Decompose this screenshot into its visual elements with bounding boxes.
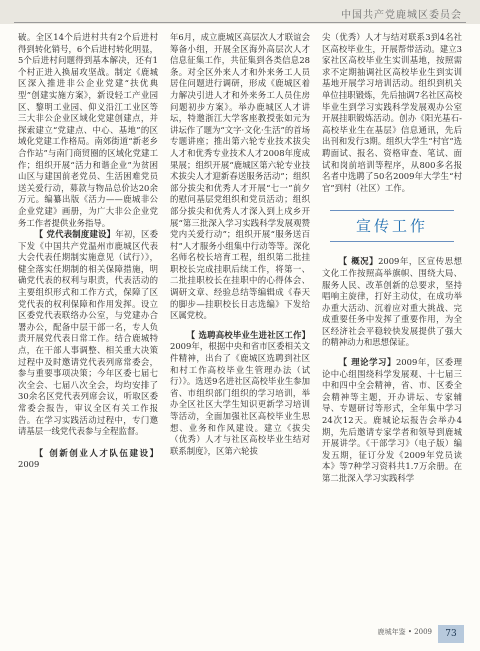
page-number: 73 (438, 625, 464, 643)
section-lead: 【 概况】 (338, 256, 379, 267)
section-title: 宣传工作 (355, 216, 428, 235)
column-3 (322, 32, 462, 485)
paragraph: 尖（优秀）人才与结对联系3到4名社区高校毕业生，开展帮带活动。建立3家社区高校毕业生实训基地，按照需求不定期抽调社区高校毕业生到实训基地开展学习培训活动。组织到机关单位挂职锻炼，先后抽调7名社区高校毕业生到学习实践科学发展观办公室开展挂职锻炼活动。创办《阳光基石-高校毕业生在基层》信息通讯，先后出刊和发行3期。组织大学生“村官”选聘面试、报名、资格审查、笔试、面试和岗前培训等程序，从800多名报名者中选聘了50名2009年大学生“村官”到村（社区）工作。 (322, 32, 462, 193)
paragraph: 年6月，成立鹿城区高层次人才联谊会筹备小组，开展全区海外高层次人才信息征集工作，共征集到各类信息28条。对全区外来人才和外来务工人员居住问题进行调研，形成《鹿城区着力解决引进人才和外来务工人员住房问题初步方案》。举办鹿城区人才讲坛，特邀浙江大学客座教授张如元为讲坛作了题为“文字·文化·生活”的首场专题讲座；推出第六轮专业技术拔尖人才和优秀专业技术人才2008年度成果展；组织开展“鹿城区第六轮专业技术拔尖人才迎新春送服务活动”；组织部分拔尖和优秀人才开展“七一”前夕的慰问基层党组织和党员活动；组织部分拔尖和优秀人才深入到上戍乡开展“第三批深入学习实践科学发展观赞党内关爱行动”；组织开展“服务送百村”人才服务小组集中行动等等。深化名师名校长培育工程，组织第二批挂职校长完成挂职后续工作，将第一、二批挂职校长在挂职中的心得体会、调研文章、经验总结等编辑成《春天的脚步—挂职校长日志选编》下发给区属党校。 (170, 32, 310, 321)
paragraph: 破。全区14个后进村共有2个后进村得到转化销号，6个后进村转化明显，5个后进村问题得到基本解决，还有1个村正进入换届攻坚战。制定《鹿城区深入推进非公企业党建“扶优典型”创建实施方案》，新设轻工产业园区、黎明工业园、仰义沿江工业区等三大非公企业区域化党建创建点，并探索建立“党建点、中心、基地”的区域化党建工作格局。南郊街道“新老乡合作站”与南门商贸圈的区域化党建工作；组织开展“活力和谐企业”为贫困山区与建国前老党员、生活困难党员送关爱行动，募款与物品总价达20余万元。编纂出版《活力——鹿城非公企业党建》画册，为广大非公企业党务工作者提供业务指导。 (18, 32, 158, 228)
running-header-title: 中国共产党鹿城区委员会 (341, 10, 462, 21)
column-1 (18, 32, 158, 471)
paragraph: 【 党代表制度建设】年初，区委下发《中国共产党温州市鹿城区代表大会代表任期制实施意见（试行）》，健全落实任期制的相关保障措施，明确党代表的权利与职责，代表活动的主要组织形式和工作方式，保障了区党代表的权利保障和作用发挥。设立区委党代表联络办公室，与党建办合署办公，配备中层干部一名，专人负责开展党代表日常工作。结合鹿城特点，在干部人事调整、相关重大决策过程中及时邀请党代表列席常委会，参与重要事项决策；今年区委七届七次全会、七届八次全会，均均安排了30余名区党代表列席会议，听取区委常委会报告，审议全区有关工作报告。在学习实践活动过程中，专门邀请基层一线党代表参与全程监督。 (18, 229, 159, 437)
section-lead: 【 党代表制度建设】 (34, 229, 116, 240)
column-2 (170, 32, 310, 457)
paragraph: 【 创新创业人才队伍建设】2009 (18, 447, 158, 470)
section-lead: 【 选聘高校毕业生进社区工作】 (186, 329, 310, 340)
section-lead: 【 理论学习】 (338, 357, 396, 368)
paragraph: 【 选聘高校毕业生进社区工作】2009年，根据中央和省市区委相关文件精神，出台了《鹿城区选聘到社区和村工作高校毕业生管理办法（试行）》。选送9名进社区高校毕业生参加省、市组织部门组织的学习培训，举办全区社区大学生知识更新学习培训等活动，全面加强社区高校毕业生思想、业务和作风建设。建立《拔尖（优秀）人才与社区高校毕业生结对联系制度》，区第六轮拔 (170, 329, 310, 456)
footer-publication: 鹿城年鉴 • 2009 (377, 628, 432, 636)
section-lead: 【 创新创业人才队伍建设】 (34, 447, 158, 458)
paragraph: 【 理论学习】2009年，区委理论中心组围绕科学发展观、十七届三中和四中全会精神，省、市、区委全会精神等主题，开办讲坛、专家辅导、专题研讨等形式，全年集中学习24次12天。鹿城论坛报告会举办4期，先后邀请专家学者和领导到鹿城开展讲学。《干部学习》（电子版）编发五期，征订分发《2009年党员读本》等7种学习资料共1.7万余册。在第二批深入学习实践科学 (322, 357, 462, 483)
section-heading-box (330, 210, 454, 242)
paragraph: 【 概况】2009年，区宣传思想文化工作按照高举旗帜、围绕大局、服务人民、改革创新的总要求，坚持唱响主旋律，打好主动仗，在成功举办重大活动、沉着应对重大挑战、完成重要任务中发挥了重要作用，为全区经济社会平稳较快发展提供了强大的精神动力和思想保证。 (322, 256, 462, 348)
header-rule (14, 22, 466, 23)
